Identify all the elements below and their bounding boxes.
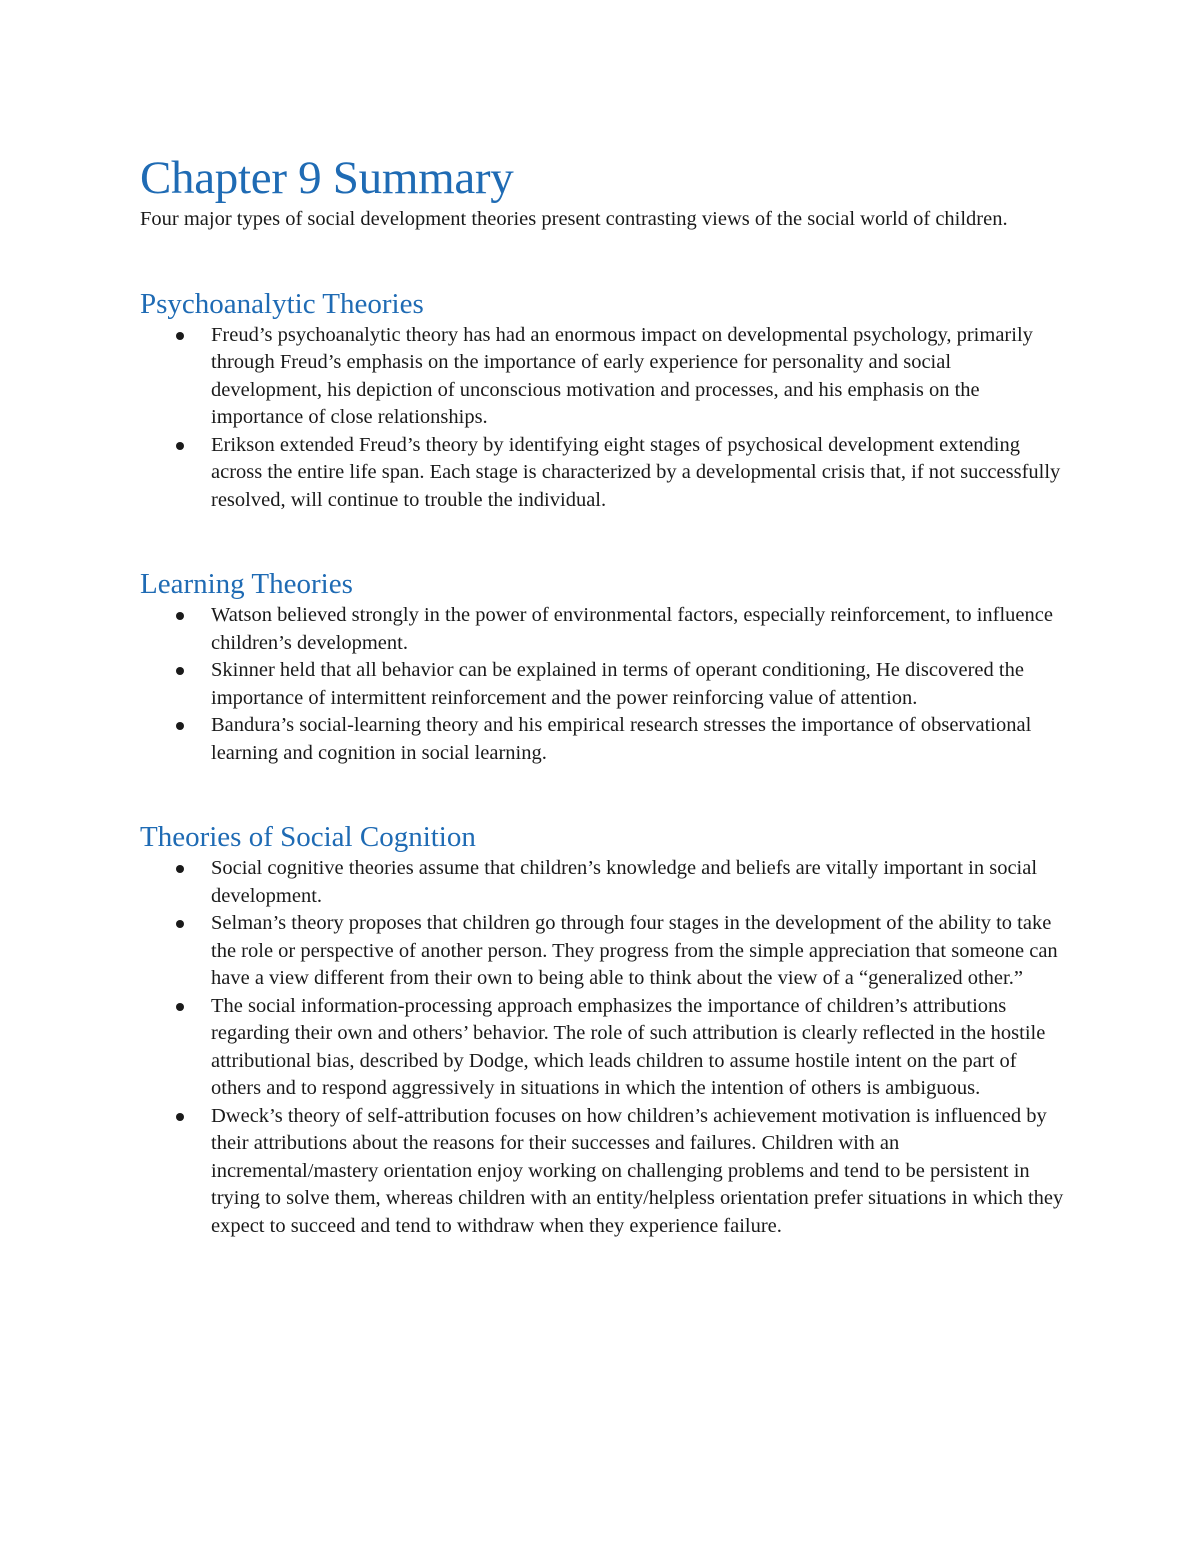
bullet-icon [176,667,184,675]
bullet-icon [176,920,184,928]
bullet-icon [176,1113,184,1121]
section-theories-of-social-cognition [140,819,1065,1240]
list-item [140,602,1065,657]
intro-paragraph: Four major types of social development theories present contrasting views of the social world of children. [140,208,1008,230]
section-heading: Theories of Social Cognition [140,821,476,853]
list-item [140,322,1065,432]
list-item [140,910,1065,993]
bullet-icon [176,865,184,873]
bullet-icon [176,1003,184,1011]
list-item-text: The social information-processing approach emphasizes the importance of children’s attributions regarding their own and others’ behavior. The role of such attribution is clearly reflected in the hostile attributional bias, described by Dodge, which leads children to assume hostile intent on the part of others and to respond aggressively in situations in which the intention of others is ambiguous. [211,994,1046,1099]
list-item [140,657,1065,712]
section-heading: Psychoanalytic Theories [140,287,424,320]
section-psychoanalytic-theories [140,286,1065,515]
list-item-text: Selman’s theory proposes that children go through four stages in the development of the ability to take the role or perspective of another person. They progress from the simple appreciation that someone can have a view different from their own to being able to think about the view of a “generalized other.” [211,912,1058,989]
list-item [140,855,1065,910]
list-item [140,1103,1065,1241]
list-item-text: Skinner held that all behavior can be explained in terms of operant conditioning, He discovered the importance of intermittent reinforcement and the power reinforcing value of attention. [211,659,1024,709]
document-page [140,150,1065,1240]
section-heading: Learning Theories [140,568,353,600]
list-item-text: Erikson extended Freud’s theory by identifying eight stages of psychosical development extending across the entire life span. Each stage is characterized by a developmental crisis that, if not successfully resolved, will continue to trouble the individual. [211,433,1061,511]
bullet-icon [176,722,184,730]
bullet-icon [176,612,184,620]
page-title: Chapter 9 Summary [140,152,514,204]
list-item [140,432,1065,515]
bullet-list [140,322,1065,515]
list-item-text: Dweck’s theory of self-attribution focuses on how children’s achievement motivation is influenced by their attributions about the reasons for their successes and failures. Children with an incremental/mastery orientation enjoy working on challenging problems and tend to be persistent in trying to solve them, whereas children with an entity/helpless orientation prefer situations in which they expect to succeed and tend to withdraw when they experience failure. [211,1104,1064,1237]
bullet-icon [176,442,184,450]
list-item-text: Watson believed strongly in the power of environmental factors, especially reinforcement, to influence children’s development. [211,604,1053,654]
list-item-text: Bandura’s social-learning theory and his empirical research stresses the importance of observational learning and cognition in social learning. [211,714,1032,764]
list-item-text: Freud’s psychoanalytic theory has had an enormous impact on developmental psychology, primarily through Freud’s emphasis on the importance of early experience for personality and social development, his depiction of unconscious motivation and processes, and his emphasis on the importance of close relationships. [211,323,1033,428]
section-learning-theories [140,566,1065,767]
bullet-list [140,855,1065,1240]
list-item [140,712,1065,767]
bullet-icon [176,332,184,340]
list-item-text: Social cognitive theories assume that children’s knowledge and beliefs are vitally important in social development. [211,857,1038,907]
list-item [140,993,1065,1103]
bullet-list [140,602,1065,767]
